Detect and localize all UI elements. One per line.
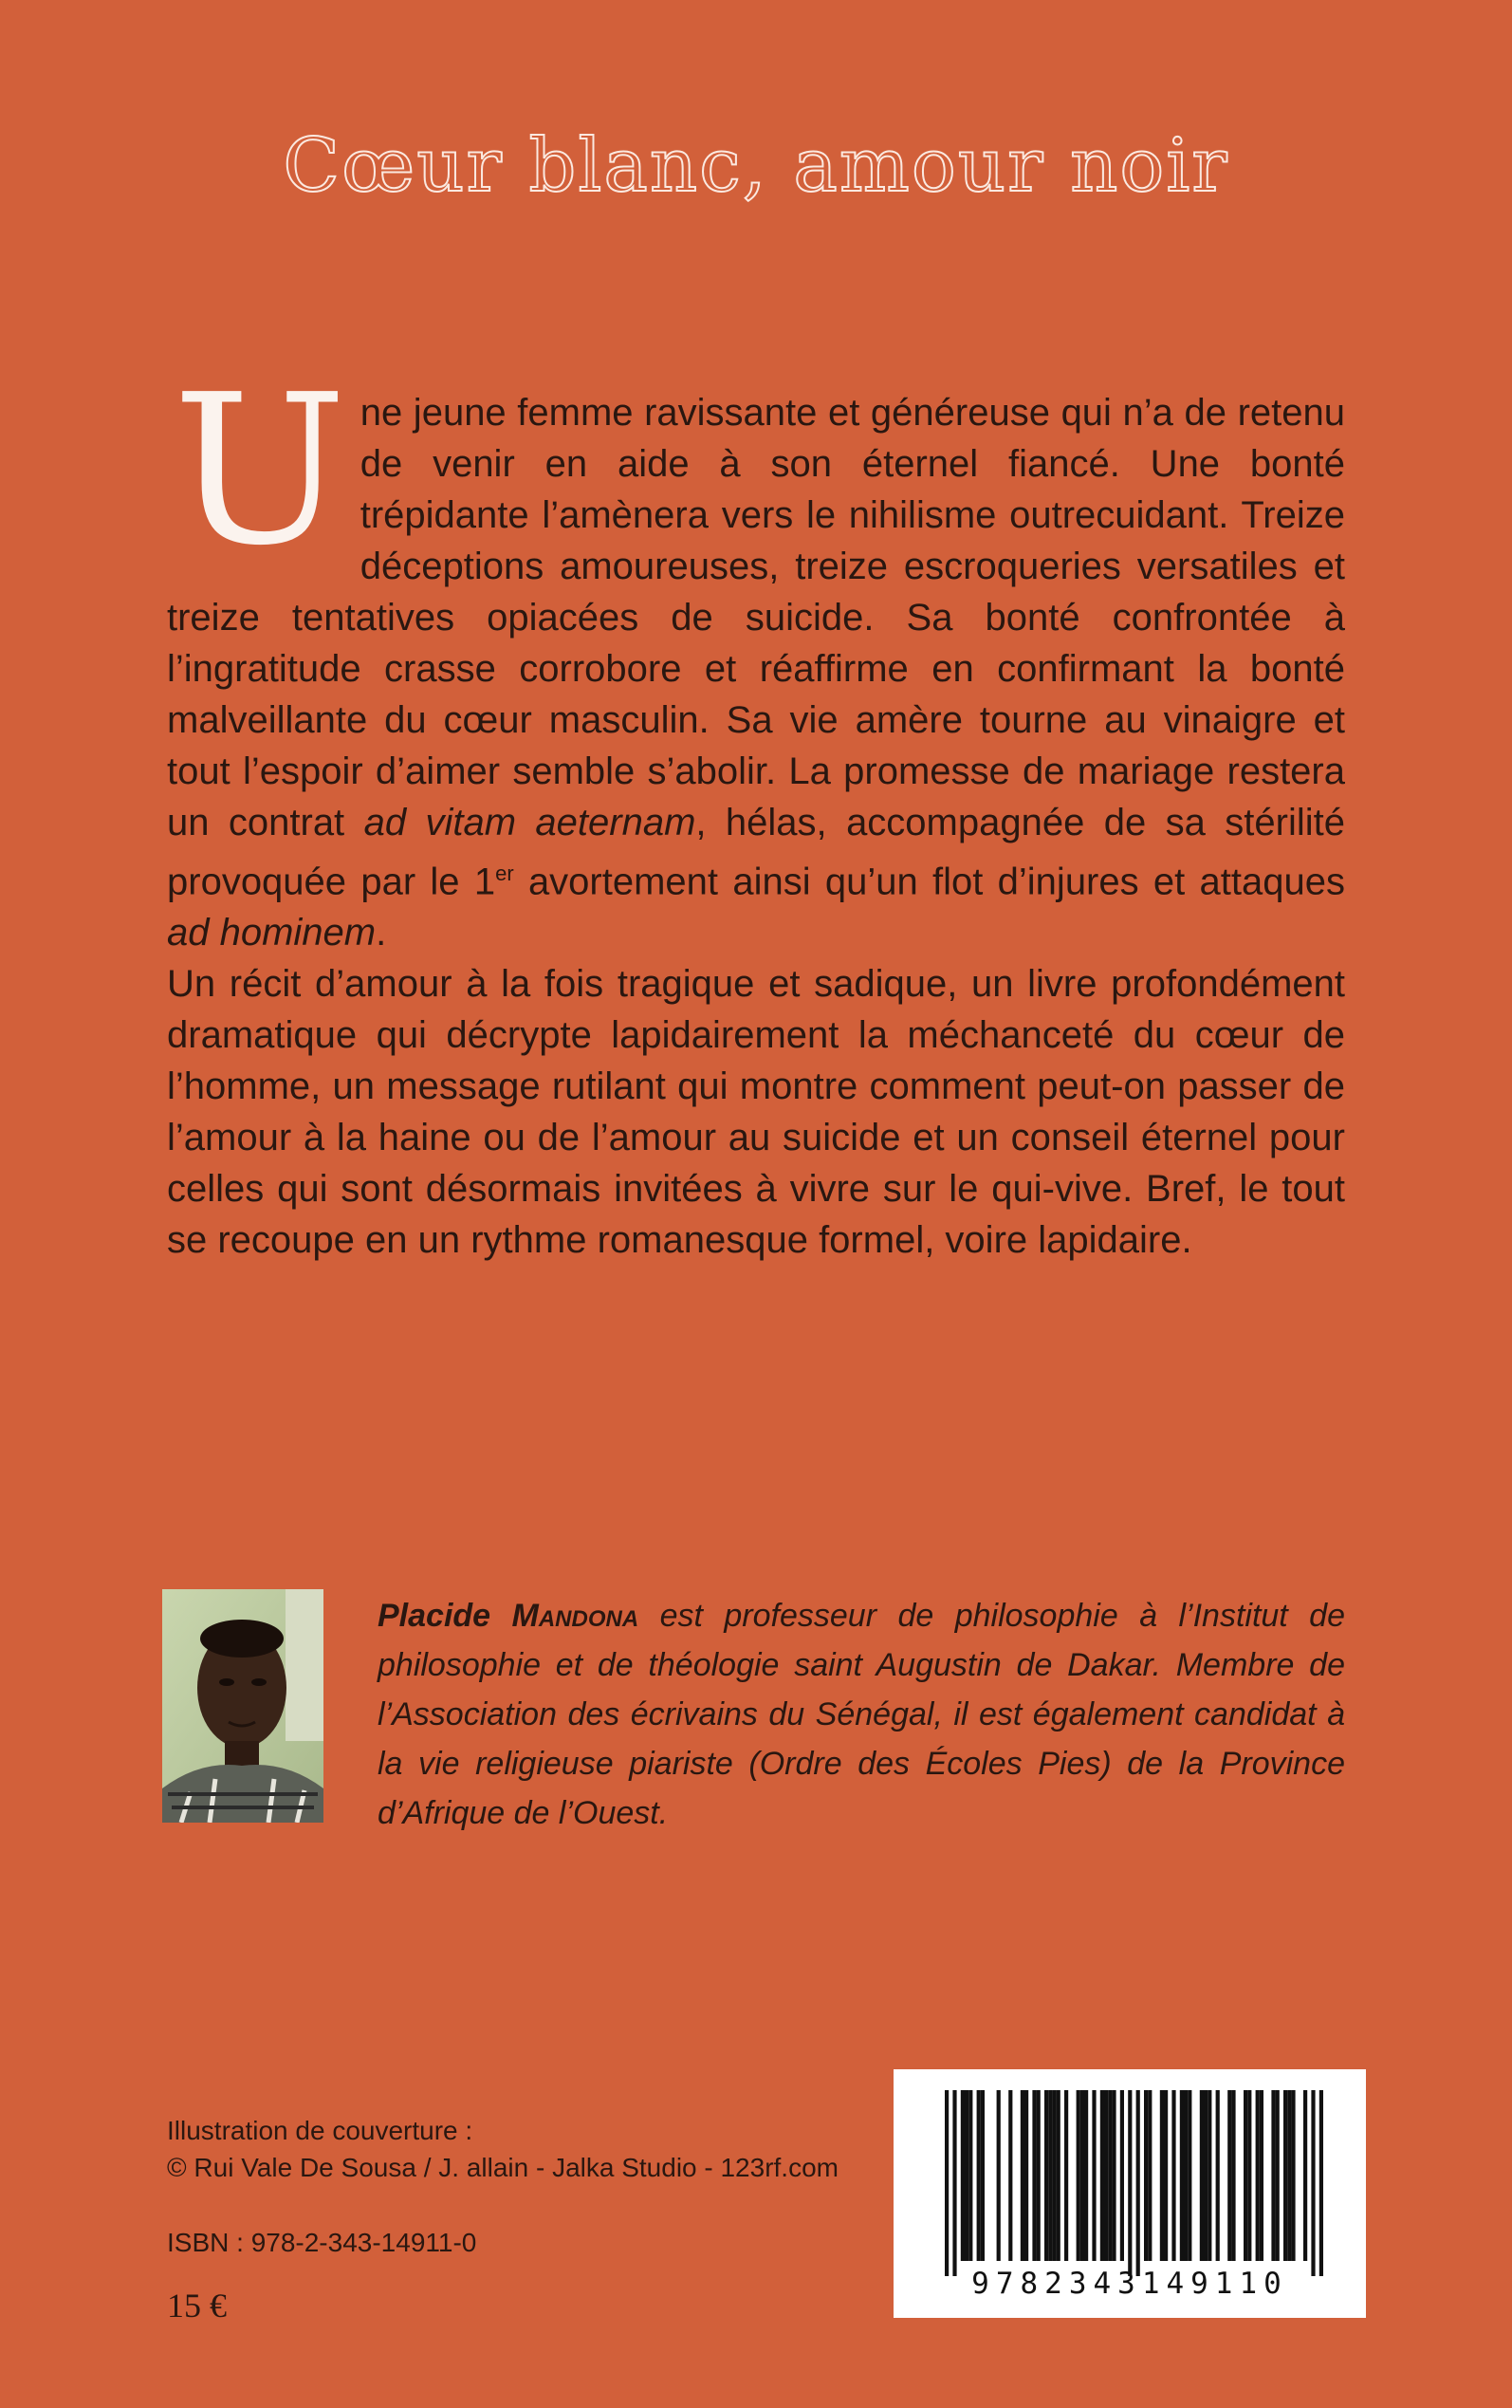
barcode-bar: [1160, 2090, 1164, 2261]
barcode-bar: [952, 2090, 956, 2276]
barcode-bar: [1052, 2090, 1056, 2261]
barcode-bar: [1171, 2090, 1175, 2261]
author-bio-text: est professeur de philosophie à l’Institut de philosophie et de théologie saint Augustin de Dakar. Membre de l’Association des écrivains du Sénégal, il est également candidat à la vie religieuse piariste (Ordre des Écoles Pies) de la Province d’Afrique de l’Ouest.: [378, 1598, 1346, 1831]
barcode-bar: [1044, 2090, 1048, 2261]
barcode-bar: [1188, 2090, 1191, 2261]
barcode-bar: [1303, 2090, 1307, 2261]
barcode-bar: [1077, 2090, 1080, 2261]
credit-label: Illustration de couverture :: [167, 2116, 473, 2145]
barcode-bar: [1256, 2090, 1260, 2261]
superscript: er: [495, 861, 514, 885]
barcode-bar: [1247, 2090, 1251, 2261]
barcode-bar: [1008, 2090, 1012, 2261]
author-bio: [378, 1591, 1345, 1838]
barcode-bar: [1200, 2090, 1204, 2261]
barcode-bar: [997, 2090, 1001, 2261]
barcode-bar: [1148, 2090, 1152, 2261]
price: 15 €: [167, 2287, 227, 2325]
blurb-paragraph-1: [167, 351, 1346, 958]
drop-cap: U: [173, 351, 347, 591]
barcode: [894, 2069, 1366, 2318]
barcode-bar: [1128, 2090, 1132, 2276]
barcode-bar: [1164, 2090, 1168, 2261]
blurb-text: .: [376, 912, 387, 954]
barcode-bar: [1024, 2090, 1028, 2261]
barcode-bar: [1291, 2090, 1295, 2261]
book-title: Cœur blanc, amour noir: [283, 123, 1229, 209]
barcode-bar: [1112, 2090, 1116, 2261]
barcode-bar: [1021, 2090, 1024, 2261]
blurb-latin-phrase: ad vitam aeternam: [363, 802, 696, 843]
cover-credit: [167, 2112, 839, 2186]
barcode-bar: [1260, 2090, 1263, 2261]
barcode-bar: [1283, 2090, 1287, 2261]
barcode-bar: [1244, 2090, 1247, 2261]
blurb-text: avortement ainsi qu’un flot d’injures et attaques: [513, 861, 1346, 903]
author-first-name: Placide: [378, 1598, 491, 1634]
barcode-bar: [945, 2090, 949, 2276]
barcode-bar: [981, 2090, 985, 2261]
barcode-bar: [1092, 2090, 1096, 2261]
barcode-bar: [1216, 2090, 1220, 2261]
author-photo: [162, 1589, 323, 1823]
isbn: ISBN : 978-2-343-14911-0: [167, 2228, 477, 2257]
blurb-text: , hélas, accompagnée de sa stérilité provoquée par le 1: [167, 802, 1345, 903]
barcode-bar: [1276, 2090, 1280, 2261]
barcode-bar: [1064, 2090, 1068, 2261]
barcode-bar: [1271, 2090, 1275, 2261]
barcode-bar: [1136, 2090, 1140, 2276]
barcode-bar: [1144, 2090, 1148, 2261]
barcode-bar: [1227, 2090, 1231, 2261]
barcode-bar: [1104, 2090, 1108, 2261]
barcode-bar: [1208, 2090, 1211, 2261]
barcode-bar: [1311, 2090, 1315, 2276]
barcode-bar: [1231, 2090, 1235, 2261]
barcode-bar: [1184, 2090, 1188, 2261]
barcode-digits: 9782343149110: [971, 2267, 1288, 2301]
barcode-bar: [1100, 2090, 1104, 2261]
barcode-bar: [977, 2090, 981, 2261]
barcode-bar: [1108, 2090, 1112, 2261]
barcode-bar: [1080, 2090, 1084, 2261]
barcode-bar: [1057, 2090, 1060, 2261]
barcode-bar: [965, 2090, 968, 2261]
barcode-bar: [1048, 2090, 1052, 2261]
blurb-text: ne jeune femme ravissante et généreuse qui n’a de retenu de venir en aide à son éternel fiancé. Une bonté trépidante l’amènera vers le nihilisme outrecuidant. Treize déceptions amoureuses, treize escroqueries versatiles et treize tentatives opiacées de suicide. Sa bonté confrontée à l’ingratitude crasse corrobore et réaffirme en confirmant la bonté malveillante du cœur masculin. Sa vie amère tourne au vinaigre et tout l’espoir d’aimer semble s’abolir. La promesse de mariage restera un contrat: [167, 392, 1345, 843]
blurb-latin-phrase: ad hominem: [167, 912, 377, 954]
barcode-bar: [1120, 2090, 1124, 2261]
barcode-bar: [1084, 2090, 1088, 2261]
barcode-bar: [1032, 2090, 1036, 2261]
barcode-bar: [961, 2090, 965, 2261]
barcode-bar: [1180, 2090, 1184, 2261]
barcode-bar: [1204, 2090, 1208, 2261]
blurb-paragraph-2: Un récit d’amour à la fois tragique et sadique, un livre profondément dramatique qui décrypte lapidairement la méchanceté du cœur de l’homme, un message rutilant qui montre comment peut-on passer de l’amour à la haine ou de l’amour au suicide et un conseil éternel pour celles qui sont désormais invitées à vivre sur le qui-vive. Bref, le tout se recoupe en un rythme romanesque formel, voire lapidaire.: [167, 963, 1345, 1262]
barcode-bar: [968, 2090, 972, 2261]
author-last-name: Mandona: [511, 1598, 639, 1634]
barcode-bar: [1319, 2090, 1323, 2276]
barcode-bar: [1037, 2090, 1041, 2261]
credit-names: © Rui Vale De Sousa / J. allain - Jalka Studio - 123rf.com: [167, 2153, 839, 2182]
barcode-bar: [1287, 2090, 1291, 2261]
back-cover-blurb: [167, 351, 1346, 1266]
